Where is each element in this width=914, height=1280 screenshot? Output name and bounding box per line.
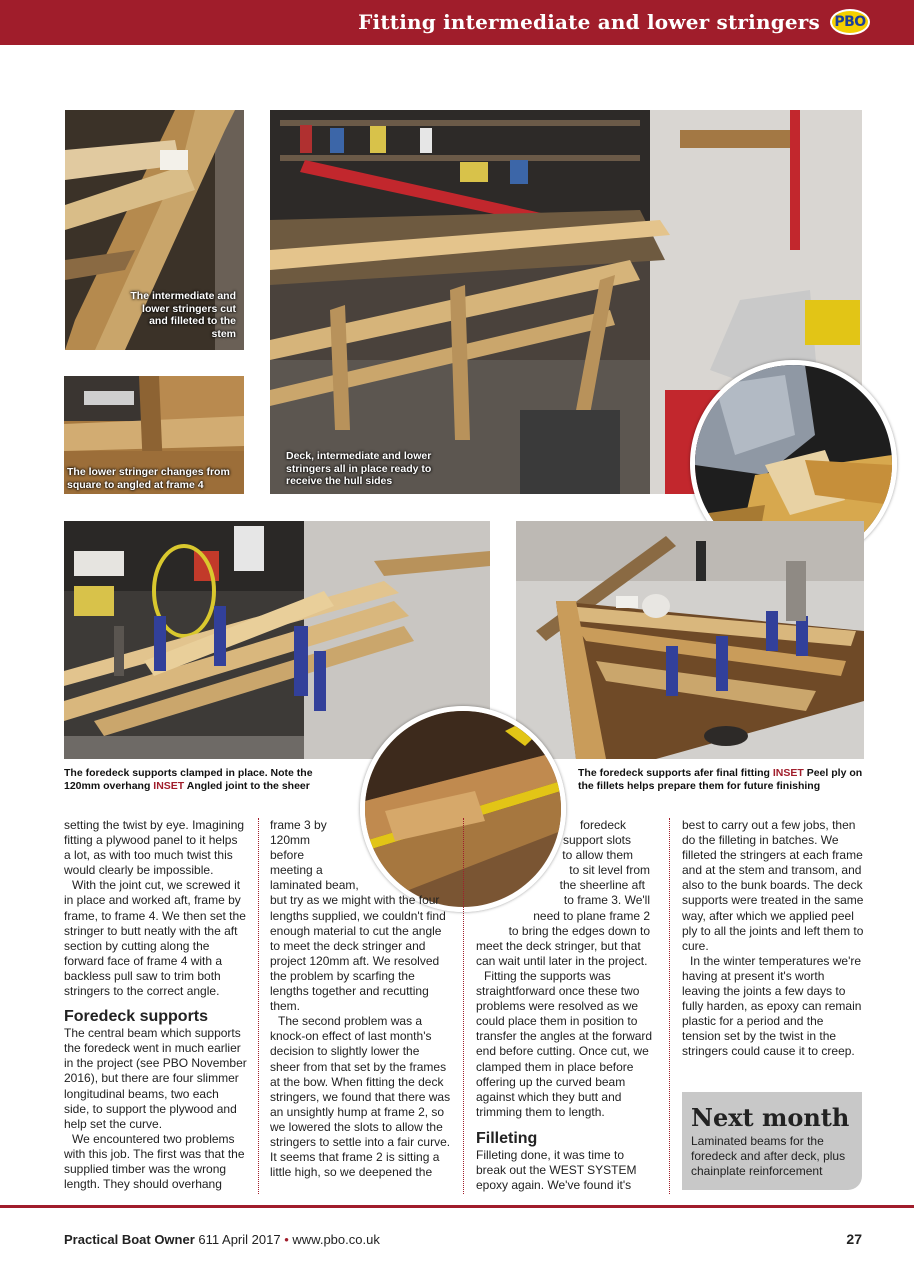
col2-line-4: meeting a [270,863,323,878]
section-header-bar [0,0,914,45]
col3-line-4: to sit level from [569,863,650,878]
col2-paragraph-2: The second problem was a knock-on effect of last month's decision to slightly lower the sheer from that set by the frames at the bow. When fitting the deck stringers, we found that there was an unsightly hump at frame 2, so we lowered the slots to allow the stringers to settle into a fair curve. It seems that frame 2 is sitting a little high, so we deepened the [270,1014,451,1180]
next-month-box [682,1092,862,1190]
photo-frame4-stringer [64,376,244,494]
col4-paragraph-2: In the winter temperatures we're having at present it's worth leaving the joints a few days to fully harden, as epoxy can remain plastic for a period and the tension set by the twist in the stringers could cause it to creep. [682,953,862,1059]
col3-paragraph-3: Filleting done, it was time to break out the WEST SYSTEM epoxy again. We've found it's [476,1147,637,1193]
caption-foredeck-clamped [64,767,342,793]
heading-filleting: Filleting [476,1129,538,1147]
col1-paragraph-2: With the joint cut, we screwed it in place and worked aft, frame by frame, to frame 4. We then set the stringer to butt neatly with the aft section by cutting along the forward face of frame 4 with a backless pull saw to trim both stringers to the correct angle. [64,878,246,999]
footer-rule [0,1205,914,1208]
next-month-title: Next month [691,1103,850,1132]
footer-url[interactable]: www.pbo.co.uk [292,1232,380,1247]
pbo-logo-text: PBO [834,14,866,30]
col3-line-2: support slots [562,833,631,848]
page-number: 27 [846,1231,862,1247]
col2-line-1: frame 3 by [270,818,327,832]
deck-photo-caption: Deck, intermediate and lower stringers all in place ready to receive the hull sides [286,450,432,487]
caption-right-text: The foredeck supports afer final fitting [578,767,770,779]
footer-issue: 611 April 2017 [198,1232,281,1247]
caption-right-inset-text: Peel ply on the fillets helps prepare them for future finishing [578,767,863,792]
stem-photo-caption: The intermediate and lower stringers cut and filleted to the stem [130,290,236,340]
col3-line-6: to frame 3. We'll [563,893,650,908]
footer-magazine-name: Practical Boat Owner [64,1232,195,1247]
col2-line-5: laminated beam, [270,878,359,893]
caption-left-inset-label: INSET [153,780,185,792]
column-divider-3 [669,818,670,1194]
heading-foredeck-supports: Foredeck supports [64,1008,209,1026]
col1-paragraph-4: We encountered two problems with this job. The first was that the supplied timber was the wrong length. They should overhang [64,1131,245,1192]
column-divider-2 [463,818,464,1194]
col2-paragraph-1-rest: but try as we might with the four lengths supplied, we couldn't find enough material to cut the angle to meet the deck stringer and project 120mm aft. We resolved the problem by scarfing the lengths together and recutting them. [270,893,446,1014]
column-divider-1 [258,818,259,1194]
article-column-4 [682,818,864,1060]
frame4-photo-caption: The lower stringer changes from square to angled at frame 4 [67,466,230,491]
col3-line-8: to bring the edges down to [508,923,650,938]
col3-paragraph-1-rest: meet the deck stringer, but that can wait until later in the project. [476,938,648,968]
photo-stem-stringers [65,110,244,350]
footer-credit [64,1232,380,1247]
col4-paragraph-1: best to carry out a few jobs, then do the filleting in batches. We filleted the stringers at each frame and at the stem and transom, and also to the bunk boards. The deck supports were treated in the same way, after which we applied peel ply to all the joints and left them to cure. [682,818,864,953]
article-column-1 [64,818,247,1192]
col3-line-5: the sheerline aft [559,878,645,893]
next-month-body: Laminated beams for the foredeck and after deck, plus chainplate reinforcement [691,1134,846,1178]
caption-left-inset-text: Angled joint to the sheer [186,780,310,792]
col1-paragraph-1: setting the twist by eye. Imagining fitting a plywood panel to it helps a lot, as with too much twist this would clearly be impossible. [64,818,245,878]
pbo-logo [830,9,870,35]
col3-line-7: need to plane frame 2 [533,908,650,923]
caption-right-inset-label: INSET [772,767,804,779]
col3-line-1: foredeck [579,818,626,832]
col2-line-3: before [270,848,305,863]
col3-paragraph-2: Fitting the supports was straightforward once these two problems were resolved as we could place them in position to transfer the angles at the forward end before cutting. Once cut, we clamped them in place before offering up the curved beam against which they butt and trimming them to length. [476,968,653,1119]
footer-separator: • [284,1232,289,1247]
article-column-2 [270,818,452,1180]
col1-paragraph-3: The central beam which supports the foredeck went in much earlier in the project (see PBO November 2016), but there are four slimmer longitudinal beams, two each side, to support the plywood and help set the curve. [64,1026,247,1131]
col2-line-2: 120mm [270,833,311,848]
caption-left-text: The foredeck supports clamped in place. Note the 120mm overhang [64,767,313,792]
col3-wrapped-lines [476,818,654,939]
photo-foredeck-final-image [516,521,864,759]
col3-line-3: to allow them [562,848,633,863]
caption-foredeck-final [578,767,866,793]
photo-foredeck-final [516,521,864,759]
section-title: Fitting intermediate and lower stringers [358,10,820,34]
article-column-3 [476,818,654,1193]
